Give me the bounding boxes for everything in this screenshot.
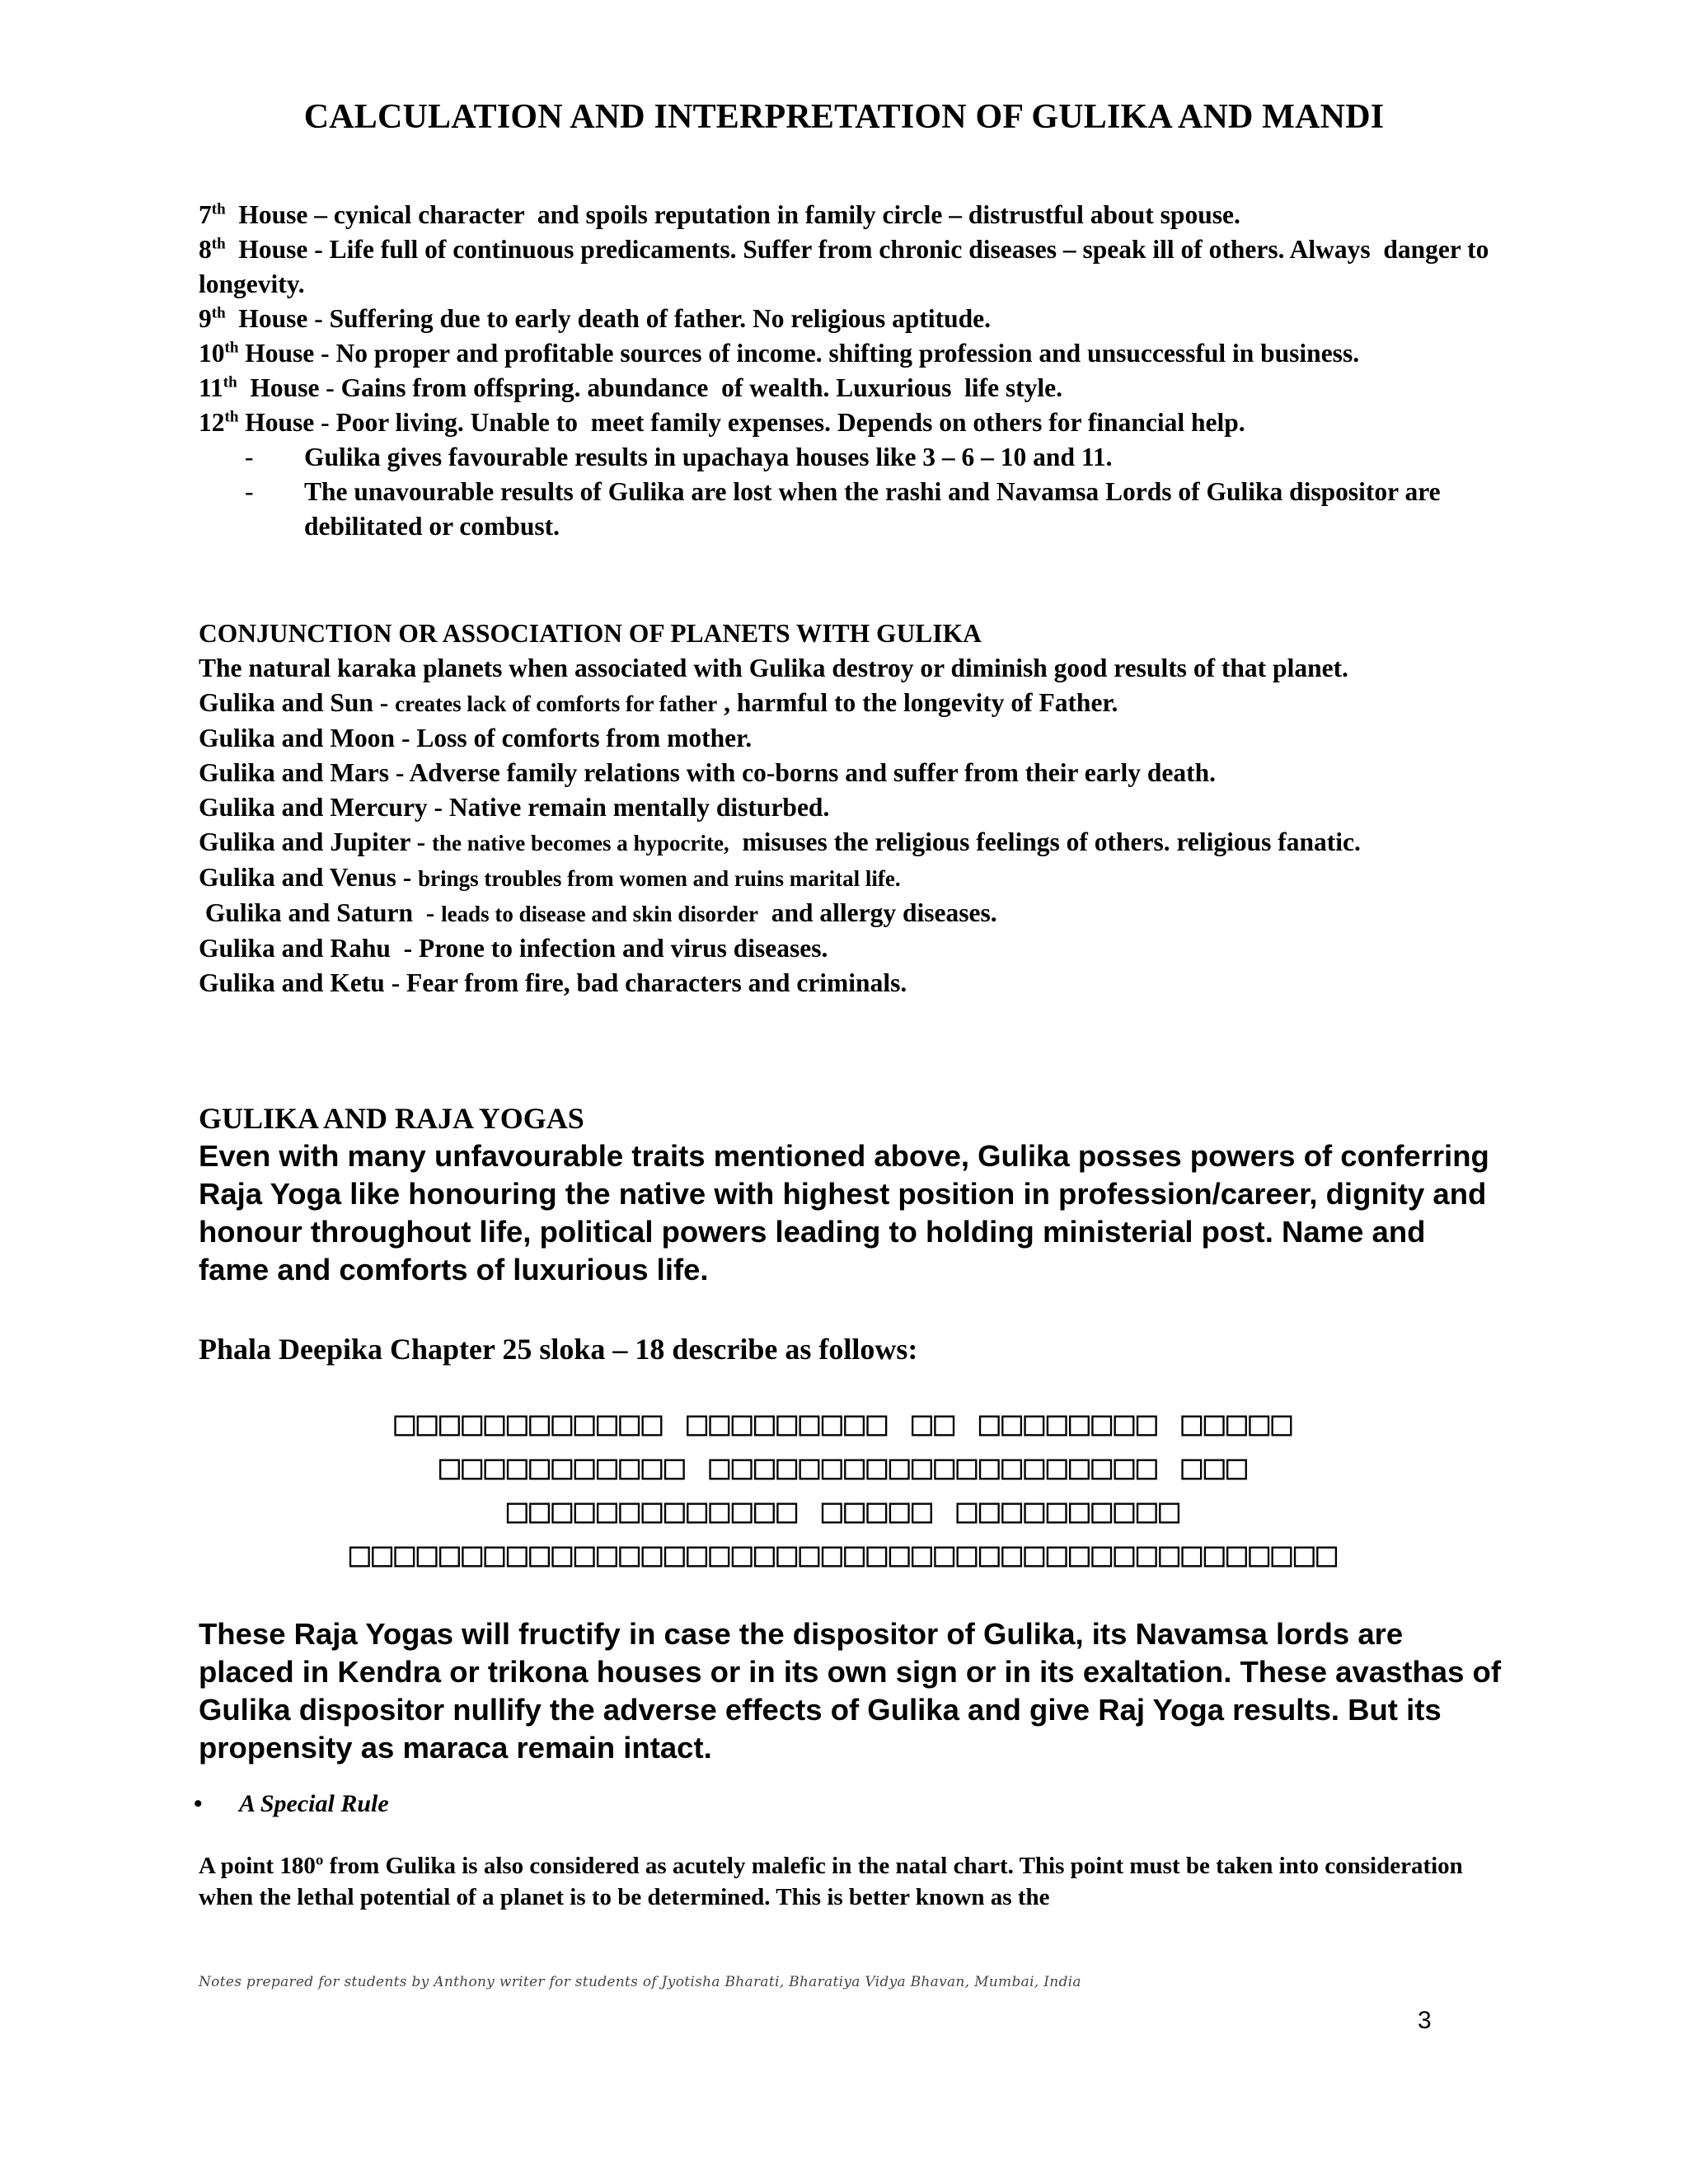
conjunction-item — [199, 825, 1501, 860]
dash-marker: - — [245, 477, 254, 506]
conjunction-item — [199, 721, 1501, 756]
ordinal-suffix: th — [223, 373, 237, 391]
house-number: 7 — [199, 200, 212, 229]
special-rule-label: A Special Rule — [239, 1790, 389, 1817]
footer-note: Notes prepared for students by Anthony writer for students of Jyotisha Bharati, Bharatiya Vidya Bhavan, Mumbai, India — [199, 1974, 1081, 1990]
item-lead: Gulika and Rahu - Prone to infection and virus diseases. — [199, 934, 828, 963]
conjunction-section — [199, 616, 1501, 1001]
bullet-text: Gulika gives favourable results in upachaya houses like 3 – 6 – 10 and 11. — [304, 443, 1113, 471]
item-lead: Gulika and Ketu - Fear from fire, bad characters and criminals. — [199, 968, 907, 997]
item-lead: Gulika and Moon - Loss of comforts from mother. — [199, 724, 753, 752]
phala-deepika-reference: Phala Deepika Chapter 25 sloka – 18 describe as follows: — [199, 1333, 918, 1366]
bullet-text: The unavourable results of Gulika are lost when the rashi and Navamsa Lords of Gulika dispositor are debilitated or combust. — [304, 477, 1441, 541]
sloka-line: □□□□□□□□□□□ □□□□□□□□□□□□□□□□□□□□ □□□ — [438, 1446, 1250, 1487]
house-text: House - Poor living. Unable to meet family expenses. Depends on others for financial help. — [238, 408, 1245, 437]
item-lead: Gulika and Mars - Adverse family relations with co-borns and suffer from their early death. — [199, 758, 1217, 787]
house-line-12 — [199, 405, 1501, 440]
item-lead: Gulika and Mercury - Native remain mentally disturbed. — [199, 793, 830, 822]
house-text: House - Life full of continuous predicaments. Suffer from chronic diseases – speak ill of others. Always danger to longevity. — [199, 235, 1496, 298]
raja-yoga-section — [199, 1099, 1501, 1289]
item-lead: Gulika and Sun - — [199, 688, 396, 717]
ordinal-suffix: th — [224, 408, 239, 426]
conjunction-item — [199, 931, 1501, 966]
sloka-line: □□□□□□□□□□□□□□□□□□□□□□□□□□□□□□□□□□□□□□□□□□□□ — [349, 1534, 1339, 1574]
bullet-icon: • — [194, 1790, 203, 1817]
dash-marker: - — [245, 443, 254, 471]
section-intro: The natural karaka planets when associated with Gulika destroy or diminish good results of that planet. — [199, 654, 1348, 682]
conjunction-item — [199, 790, 1501, 825]
item-lead: Gulika and Jupiter - — [199, 827, 432, 856]
house-text: House - Suffering due to early death of father. No religious aptitude. — [225, 304, 992, 333]
fructify-paragraph: These Raja Yogas will fructify in case the dispositor of Gulika, its Navamsa lords are placed in Kendra or trikona houses or in its own sign or in its exaltation. These avasthas of Gulika dispositor nullify the adverse effects of Gulika and give Raj Yoga results. But its propensity as maraca remain intact. — [199, 1617, 1501, 1765]
house-line-11 — [199, 371, 1501, 405]
special-rule-text: A point 180º from Gulika is also considered as acutely malefic in the natal chart. This point must be taken into consideration when the lethal potential of a planet is to be determined. This is better known as the — [199, 1853, 1463, 1910]
page-number: 3 — [1418, 2007, 1432, 2034]
conjunction-item — [199, 686, 1501, 721]
conjunction-item — [199, 896, 1501, 931]
house-results — [199, 198, 1501, 544]
house-number: 10 — [199, 339, 225, 368]
bullet-item — [199, 475, 1501, 544]
item-small: brings troubles from women and ruins marital life. — [418, 866, 901, 891]
item-rest: , harmful to the longevity of Father. — [717, 688, 1118, 717]
conjunction-item — [199, 756, 1501, 790]
sloka-line: □□□□□□□□□□□□□ □□□□□ □□□□□□□□□□ — [506, 1490, 1182, 1530]
house-text: House - No proper and profitable sources of income. shifting profession and unsuccessful in business. — [238, 339, 1360, 368]
item-small: the native becomes a hypocrite, — [432, 831, 729, 855]
item-lead: Gulika and Venus - — [199, 863, 419, 892]
section-heading: CONJUNCTION OR ASSOCIATION OF PLANETS WITH GULIKA — [199, 619, 982, 648]
house-number: 11 — [199, 373, 223, 402]
raja-yoga-text: Even with many unfavourable traits mentioned above, Gulika posses powers of conferring Raja Yoga like honouring the native with highest position in profession/career, dignity and honour throughout life, political powers leading to holding ministerial post. Name and fame and comforts of luxurious life. — [199, 1139, 1489, 1286]
section-heading: GULIKA AND RAJA YOGAS — [199, 1102, 584, 1135]
house-number: 12 — [199, 408, 225, 437]
house-text: House – cynical character and spoils reputation in family circle – distrustful about spouse. — [225, 200, 1240, 229]
house-number: 8 — [199, 235, 212, 264]
house-line-8 — [199, 232, 1501, 302]
house-line-10 — [199, 336, 1501, 371]
special-rule — [194, 1790, 389, 1818]
page-title: CALCULATION AND INTERPRETATION OF GULIKA AND MANDI — [303, 98, 1385, 136]
conjunction-item — [199, 966, 1501, 1001]
house-line-9 — [199, 302, 1501, 336]
ordinal-suffix: th — [211, 200, 226, 218]
item-small: leads to disease and skin disorder — [441, 902, 758, 926]
house-line-7 — [199, 198, 1501, 232]
ordinal-suffix: th — [211, 304, 226, 322]
sanskrit-sloka — [0, 1401, 1688, 1576]
item-lead: Gulika and Saturn - — [199, 898, 442, 927]
item-rest: and allergy diseases. — [757, 898, 997, 927]
item-small: creates lack of comforts for father — [395, 691, 718, 716]
conjunction-item — [199, 860, 1501, 896]
item-rest: misuses the religious feelings of others. religious fanatic. — [729, 827, 1361, 856]
bullet-item — [199, 440, 1501, 475]
house-text: House - Gains from offspring. abundance of wealth. Luxurious life style. — [237, 373, 1063, 402]
ordinal-suffix: th — [224, 339, 239, 357]
sloka-line: □□□□□□□□□□□□ □□□□□□□□□ □□ □□□□□□□□ □□□□□ — [394, 1403, 1294, 1443]
ordinal-suffix: th — [211, 235, 226, 253]
house-number: 9 — [199, 304, 212, 333]
